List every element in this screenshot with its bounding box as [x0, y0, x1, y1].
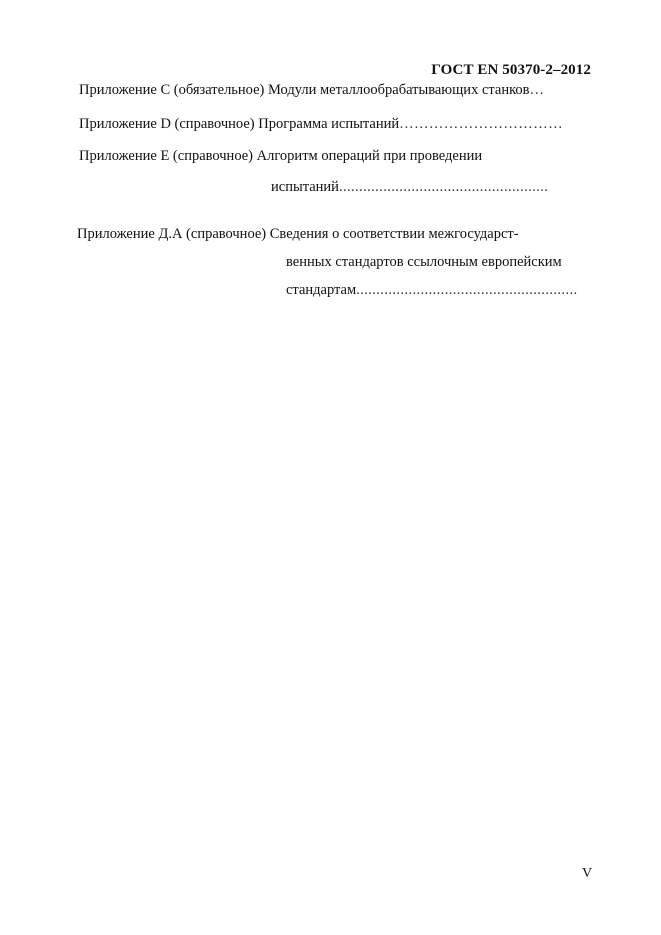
document-code: ГОСТ EN 50370-2–2012: [431, 62, 591, 78]
toc-entry-appendix-e: [79, 147, 482, 165]
toc-entry-appendix-c: [79, 81, 544, 99]
toc-entry-appendix-da-continuation-1: [286, 253, 562, 271]
toc-entry-appendix-da-continuation-2: [286, 281, 578, 299]
toc-entry-label: Приложение D (справочное): [79, 116, 255, 132]
toc-entry-title: Модули металлообрабатывающих станков: [268, 82, 530, 98]
toc-entry-label: Приложение E (справочное): [79, 148, 254, 164]
page-number: V: [582, 866, 593, 881]
toc-entry-title: Программа испытаний: [258, 116, 400, 132]
toc-entry-label: Приложение C (обязательное): [79, 82, 265, 98]
toc-entry-title: стандартам: [286, 282, 357, 298]
toc-entry-title: испытаний: [271, 179, 339, 195]
toc-entry-appendix-e-continuation: [271, 178, 548, 196]
toc-leader-dots: …: [529, 82, 545, 98]
toc-leader-dots: .......................................................: [356, 282, 578, 298]
toc-entry-appendix-d: [79, 115, 563, 133]
toc-entry-label: Приложение Д.А (справочное): [77, 226, 267, 242]
toc-leader-dots: ....................................................: [338, 179, 549, 195]
toc-entry-title: венных стандартов ссылочным европейским: [286, 254, 562, 270]
toc-entry-title: Алгоритм операций при проведении: [256, 148, 483, 164]
toc-entry-appendix-da: [77, 225, 519, 243]
toc-leader-dots: ……………………………: [399, 116, 564, 132]
toc-entry-title: Сведения о соответствии межгосударст-: [269, 226, 519, 242]
